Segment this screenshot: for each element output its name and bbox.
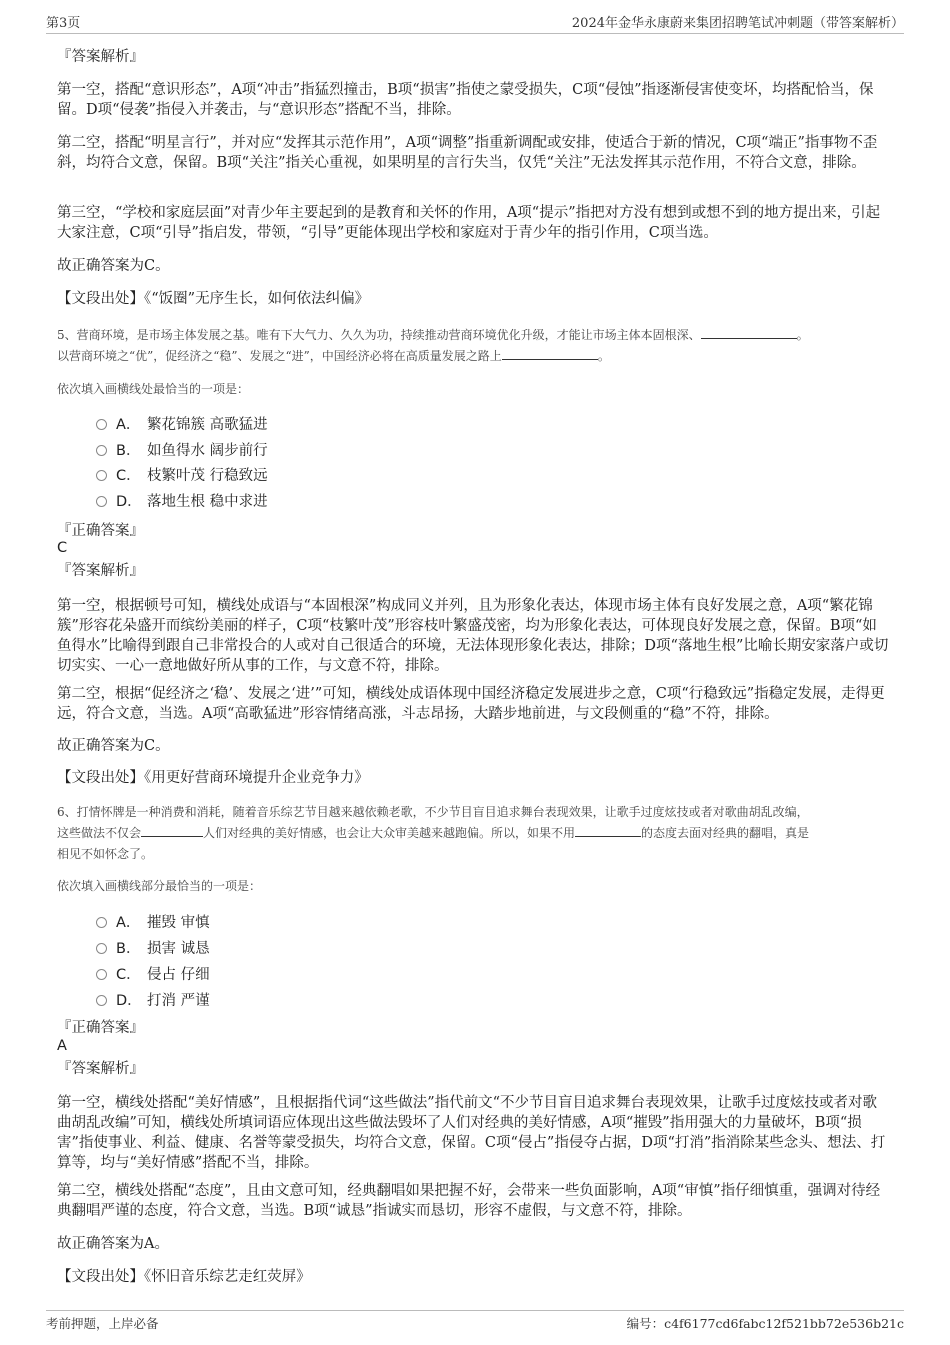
q6-option-a[interactable]: A． 摧毁 审慎 xyxy=(96,914,210,932)
q5-correct-label: 『正确答案』 xyxy=(57,523,144,539)
q5-stem-part-d: 。 xyxy=(597,349,610,363)
q5-option-c[interactable]: C． 枝繁叶茂 行稳致远 xyxy=(96,467,268,485)
q5-stem-part-a: 5、营商环境，是市场主体发展之基。唯有下大气力、久久为功，持续推动营商环境优化升级，才能让市场主体本固根深、 xyxy=(57,328,701,342)
document-title: 2024年金华永康蔚来集团招聘笔试冲刺题（带答案解析） xyxy=(571,16,904,31)
q6-correct-label: 『正确答案』 xyxy=(57,1020,144,1036)
q6-instruction: 依次填入画横线部分最恰当的一项是： xyxy=(57,879,262,893)
q5-stem-part-b: 。 xyxy=(796,328,809,342)
radio-icon[interactable] xyxy=(96,943,107,954)
q5-analysis-label: 『答案解析』 xyxy=(57,563,144,579)
q5-option-a[interactable]: A． 繁花锦簇 高歌猛进 xyxy=(96,416,268,434)
q4-analysis-label: 『答案解析』 xyxy=(57,49,144,65)
radio-icon[interactable] xyxy=(96,995,107,1006)
q5-analysis-para1: 第一空，根据顿号可知，横线处成语与“本固根深”构成同义并列，且为形象化表达，体现市场主体有良好发展之意，A项“繁花锦簇”形容花朵盛开而缤纷美丽的样子，C项“枝繁叶茂”形容枝叶繁盛茂密，均为形象化表达，可体现良好发展之意，保留。B项“如鱼得水”比喻得到跟自己非常投合的人或对自己很适合的环境，无法体现形象化表达，排除；D项“落地生根”比喻长期安家落户或切切实实、一心一意地做好所从事的工作，与文意不符，排除。 xyxy=(57,598,889,674)
radio-icon[interactable] xyxy=(96,419,107,430)
q5-blank-1 xyxy=(701,326,797,339)
q4-source: 【文段出处】《“饭圈”无序生长，如何依法纠偏》 xyxy=(57,291,370,307)
q5-stem-part-c: 以营商环境之“优”，促经济之“稳”、发展之“进”，中国经济必将在高质量发展之路上 xyxy=(57,349,502,363)
footer-slogan: 考前押题，上岸必备 xyxy=(46,1316,159,1331)
q6-stem-part-e: 相见不如怀念了。 xyxy=(57,847,154,861)
q6-option-c[interactable]: C． 侵占 仔细 xyxy=(96,966,210,984)
q6-blank-1 xyxy=(141,824,203,837)
q5-option-d[interactable]: D． 落地生根 稳中求进 xyxy=(96,493,268,511)
q6-stem xyxy=(57,802,889,865)
q5-analysis-para2: 第二空，根据“促经济之‘稳’、发展之‘进’”可知，横线处成语体现中国经济稳定发展进步之意，C项“行稳致远”指稳定发展，走得更远，符合文意，当选。A项“高歌猛进”形容情绪高涨，斗志昂扬，大踏步地前进，与文段侧重的“稳”不符，排除。 xyxy=(57,686,885,722)
q5-conclusion: 故正确答案为C。 xyxy=(57,738,170,754)
q4-analysis-para1: 第一空，搭配“意识形态”，A项“冲击”指猛烈撞击，B项“损害”指使之蒙受损失，C项“侵蚀”指逐渐侵害使变坏，均搭配恰当，保留。D项“侵袭”指侵入并袭击，与“意识形态”搭配不当，排除。 xyxy=(57,82,874,118)
q6-analysis-label: 『答案解析』 xyxy=(57,1061,144,1077)
q6-source: 【文段出处】《怀旧音乐综艺走红荧屏》 xyxy=(57,1269,311,1285)
q6-conclusion: 故正确答案为A。 xyxy=(57,1236,169,1252)
q6-stem-part-b: 这些做法不仅会 xyxy=(57,826,142,840)
q6-stem-part-c: 人们对经典的美好情感，也会让大众审美越来越跑偏。所以，如果不用 xyxy=(203,826,576,840)
q5-option-b[interactable]: B． 如鱼得水 阔步前行 xyxy=(96,442,268,460)
q6-analysis-para1: 第一空，横线处搭配“美好情感”，且根据指代词“这些做法”指代前文“不少节目盲目追求舞台表现效果，让歌手过度炫技或者对歌曲胡乱改编”可知，横线处所填词语应体现出这些做法毁坏了人们对经典的美好情感，A项“摧毁”指用强大的力量破坏，B项“损害”指使事业、利益、健康、名誉等蒙受损失，均符合文意，保留。C项“侵占”指侵夺占据，D项“打消”指消除某些念头、想法、打算等，均与“美好情感”搭配不当，排除。 xyxy=(57,1095,886,1171)
radio-icon[interactable] xyxy=(96,969,107,980)
radio-icon[interactable] xyxy=(96,496,107,507)
q6-stem-part-d: 的态度去面对经典的翻唱，真是 xyxy=(641,826,810,840)
radio-icon[interactable] xyxy=(96,445,107,456)
q6-option-d[interactable]: D． 打消 严谨 xyxy=(96,992,210,1010)
footer-doc-id: 编号：c4f6177cd6fabc12f521bb72e536b21c xyxy=(626,1316,904,1331)
q6-option-b[interactable]: B． 损害 诚恳 xyxy=(96,940,210,958)
footer-divider xyxy=(46,1310,904,1311)
q5-blank-2 xyxy=(502,347,598,360)
q4-analysis-para3: 第三空，“学校和家庭层面”对青少年主要起到的是教育和关怀的作用，A项“提示”指把对方没有想到或想不到的地方提出来，引起大家注意，C项“引导”指启发，带领，“引导”更能体现出学校和家庭对于青少年的指引作用，C项当选。 xyxy=(57,205,881,241)
q5-stem xyxy=(57,325,889,367)
q6-blank-2 xyxy=(575,824,641,837)
header-divider xyxy=(46,33,904,34)
q6-correct-answer: A xyxy=(57,1038,67,1054)
q6-analysis-para2: 第二空，横线处搭配“态度”，且由文意可知，经典翻唱如果把握不好，会带来一些负面影响，A项“审慎”指仔细慎重，强调对待经典翻唱严谨的态度，符合文意，当选。B项“诚恳”指诚实而恳切，形容不虚假，与文意不符，排除。 xyxy=(57,1183,881,1219)
radio-icon[interactable] xyxy=(96,917,107,928)
q5-source: 【文段出处】《用更好营商环境提升企业竞争力》 xyxy=(57,770,369,786)
q5-correct-answer: C xyxy=(57,540,68,556)
q5-instruction: 依次填入画横线处最恰当的一项是： xyxy=(57,382,250,396)
q4-analysis-para2: 第二空，搭配“明星言行”，并对应“发挥其示范作用”，A项“调整”指重新调配或安排，使适合于新的情况，C项“端正”指事物不歪斜，均符合文意，保留。B项“关注”指关心重视，如果明星的言行失当，仅凭“关注”无法发挥其示范作用，不符合文意，排除。 xyxy=(57,135,878,171)
q6-stem-part-a: 6、打情怀牌是一种消费和消耗，随着音乐综艺节目越来越依赖老歌，不少节目盲目追求舞台表现效果，让歌手过度炫技或者对歌曲胡乱改编， xyxy=(57,805,809,819)
page-number: 第3页 xyxy=(46,16,81,31)
radio-icon[interactable] xyxy=(96,470,107,481)
q4-conclusion: 故正确答案为C。 xyxy=(57,258,170,274)
